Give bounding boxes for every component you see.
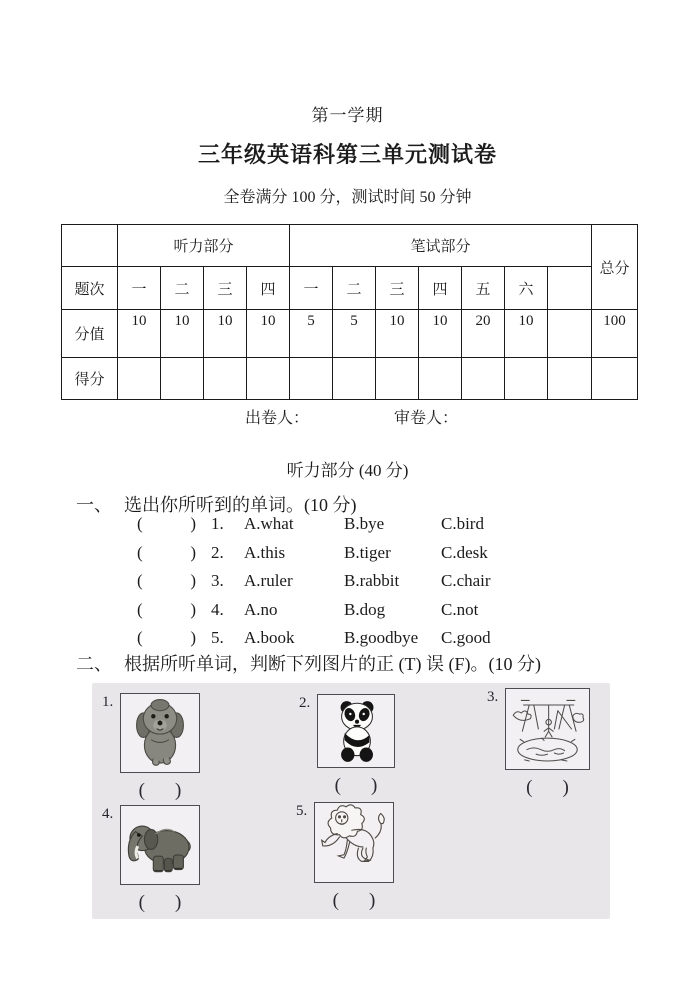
score-blank-cell	[161, 358, 204, 400]
score-blank-cell	[462, 358, 505, 400]
score-table	[61, 224, 638, 400]
picture-item-dog	[102, 693, 200, 802]
option-b: B.tiger	[344, 542, 391, 562]
score-blank-cell	[247, 358, 290, 400]
item-number: 2.	[211, 542, 224, 562]
answer-paren: ( )	[137, 628, 196, 647]
option-c: C.not	[441, 599, 479, 619]
points-cell: 10	[505, 310, 548, 358]
option-b: B.bye	[344, 514, 385, 533]
question-number: 二、	[76, 654, 112, 674]
item-number: 3.	[211, 571, 224, 590]
score-row-label: 得分	[62, 358, 118, 400]
answer-paren: ( )	[334, 775, 378, 796]
option-c: C.bird	[441, 514, 484, 533]
question-row-label: 题次	[62, 267, 118, 310]
points-cell: 5	[333, 310, 376, 358]
empty-question-cell	[548, 267, 592, 310]
listening-header-cell: 听力部分	[118, 225, 290, 267]
picture-number: 2.	[299, 695, 311, 711]
lion-picture-box	[314, 802, 394, 883]
option-a: A.what	[244, 514, 294, 533]
picture-panel	[92, 683, 610, 919]
lion-illustration	[315, 803, 393, 882]
picture-number: 1.	[102, 694, 114, 710]
option-a: A.no	[244, 599, 278, 619]
picture-item-lion	[296, 802, 394, 912]
panda-illustration	[318, 695, 394, 767]
maker-label: 出卷人：	[245, 410, 310, 427]
item-number: 1.	[211, 514, 224, 533]
question-cell: 三	[204, 267, 247, 310]
score-blank-cell	[505, 358, 548, 400]
question-cell: 五	[462, 267, 505, 310]
item-number: 4.	[211, 599, 224, 619]
option-b: B.goodbye	[344, 628, 419, 647]
option-a: A.this	[244, 542, 286, 562]
points-row-label: 分值	[62, 310, 118, 358]
answer-paren: ( )	[526, 777, 569, 798]
exam-info: 全卷满分 100 分，测试时间 50 分钟	[223, 189, 472, 206]
points-cell: 20	[462, 310, 505, 358]
dog-illustration	[121, 694, 199, 772]
question-cell: 六	[505, 267, 548, 310]
panda-picture-box	[317, 694, 395, 768]
score-blank-cell	[419, 358, 462, 400]
picture-number: 3.	[487, 689, 499, 705]
elephant-illustration	[121, 806, 199, 884]
points-cell: 10	[376, 310, 419, 358]
playground-illustration	[506, 689, 589, 769]
question-cell: 二	[333, 267, 376, 310]
points-cell: 10	[204, 310, 247, 358]
item-number: 5.	[211, 628, 224, 647]
question-cell: 三	[376, 267, 419, 310]
option-a: A.book	[244, 628, 295, 647]
semester-text: 第一学期	[311, 106, 384, 125]
points-cell: 10	[118, 310, 161, 358]
question-prompt: 选出你所听到的单词。(10 分)	[124, 495, 357, 515]
question-prompt: 根据所听单词，判断下列图片的正 (T) 误 (F)。(10 分)	[124, 654, 541, 674]
score-blank-cell	[290, 358, 333, 400]
option-row	[137, 543, 491, 572]
option-b: B.dog	[344, 599, 386, 619]
picture-number: 4.	[102, 806, 114, 822]
answer-paren: ( )	[137, 571, 196, 590]
empty-points-cell	[548, 310, 592, 358]
total-header-cell: 总分	[592, 225, 638, 310]
listening-section-heading: 听力部分 (40 分)	[286, 461, 409, 480]
picture-item-elephant	[102, 805, 200, 914]
question-number: 一、	[76, 495, 112, 515]
points-cell: 10	[161, 310, 204, 358]
option-c: C.desk	[441, 542, 488, 562]
reviewer-label: 审卷人：	[394, 410, 459, 427]
score-blank-cell	[548, 358, 592, 400]
picture-item-playground	[487, 688, 590, 799]
answer-paren: ( )	[138, 892, 182, 913]
option-b: B.rabbit	[344, 571, 400, 590]
points-cell: 5	[290, 310, 333, 358]
score-blank-cell	[333, 358, 376, 400]
option-list	[137, 514, 491, 657]
total-points-cell: 100	[592, 310, 638, 358]
dog-picture-box	[120, 693, 200, 773]
answer-paren: ( )	[137, 514, 196, 533]
question-cell: 一	[290, 267, 333, 310]
question-cell: 一	[118, 267, 161, 310]
points-cell: 10	[419, 310, 462, 358]
question-two-heading	[76, 650, 676, 676]
option-a: A.ruler	[244, 571, 293, 590]
written-header-cell: 笔试部分	[290, 225, 592, 267]
option-row	[137, 600, 491, 629]
score-blank-cell	[118, 358, 161, 400]
picture-item-panda	[299, 694, 395, 797]
answer-paren: ( )	[137, 542, 196, 562]
playground-picture-box	[505, 688, 590, 770]
option-row	[137, 571, 491, 600]
option-row	[137, 514, 491, 543]
answer-paren: ( )	[138, 780, 182, 801]
question-cell: 四	[247, 267, 290, 310]
score-blank-cell	[376, 358, 419, 400]
score-blank-cell	[592, 358, 638, 400]
question-cell: 四	[419, 267, 462, 310]
answer-paren: ( )	[332, 890, 376, 911]
answer-paren: ( )	[137, 599, 196, 619]
corner-cell	[62, 225, 118, 267]
option-c: C.good	[441, 628, 491, 647]
page-title: 三年级英语科第三单元测试卷	[197, 142, 497, 167]
elephant-picture-box	[120, 805, 200, 885]
picture-number: 5.	[296, 803, 308, 819]
option-c: C.chair	[441, 571, 491, 590]
points-cell: 10	[247, 310, 290, 358]
question-cell: 二	[161, 267, 204, 310]
score-blank-cell	[204, 358, 247, 400]
